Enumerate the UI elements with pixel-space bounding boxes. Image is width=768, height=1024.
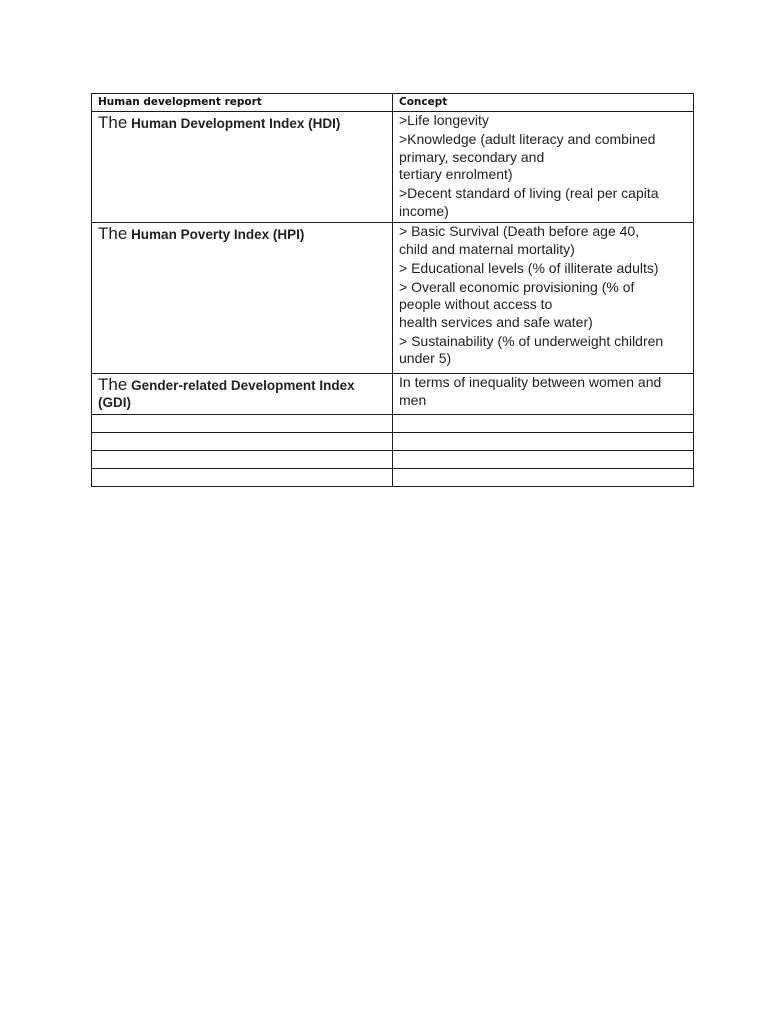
index-name: Human Poverty Index (HPI) xyxy=(131,227,305,242)
concept-line: health services and safe water) xyxy=(399,313,593,330)
concept-line: >Life longevity xyxy=(399,112,489,128)
concept-cell xyxy=(393,223,694,374)
empty-cell xyxy=(393,415,694,433)
concept-line: >Decent standard of living (real per capita xyxy=(399,185,659,201)
concept-line: child and maternal mortality) xyxy=(399,240,575,257)
concept-table xyxy=(91,93,694,487)
table-row xyxy=(92,112,694,223)
concept-line: income) xyxy=(399,202,449,219)
concept-line: > Basic Survival (Death before age 40, xyxy=(399,223,640,239)
index-prefix: The xyxy=(98,113,128,132)
empty-table-row xyxy=(92,451,694,469)
concept-line: > Educational levels (% of illiterate adults) xyxy=(399,259,659,276)
empty-cell xyxy=(393,469,694,487)
empty-table-row xyxy=(92,415,694,433)
empty-table-row xyxy=(92,469,694,487)
empty-cell xyxy=(92,415,393,433)
header-concept: Concept xyxy=(393,94,694,112)
concept-line: >Knowledge (adult literacy and combined xyxy=(399,131,656,147)
concept-cell xyxy=(393,374,694,415)
empty-cell xyxy=(92,433,393,451)
concept-line: primary, secondary and xyxy=(399,148,545,165)
index-cell xyxy=(92,112,393,223)
concept-line: under 5) xyxy=(399,350,452,366)
concept-line: > Overall economic provisioning (% of xyxy=(399,278,635,295)
index-name: Gender-related Development Index (GDI) xyxy=(98,378,355,410)
table-header-row xyxy=(92,94,694,112)
table-row xyxy=(92,223,694,374)
concept-line: men xyxy=(399,391,427,408)
concept-cell xyxy=(393,112,694,223)
table-row xyxy=(92,374,694,415)
concept-line: > Sustainability (% of underweight children xyxy=(399,332,664,349)
index-name: Human Development Index (HDI) xyxy=(131,116,341,131)
index-cell xyxy=(92,374,393,415)
empty-cell xyxy=(393,433,694,451)
concept-line: In terms of inequality between women and xyxy=(399,374,662,390)
index-prefix: The xyxy=(98,224,128,243)
concept-line: tertiary enrolment) xyxy=(399,166,513,182)
header-human-development-report: Human development report xyxy=(92,94,393,112)
empty-cell xyxy=(92,451,393,469)
index-cell xyxy=(92,223,393,374)
concept-line: people without access to xyxy=(399,296,553,312)
empty-cell xyxy=(393,451,694,469)
empty-table-row xyxy=(92,433,694,451)
empty-cell xyxy=(92,469,393,487)
index-prefix: The xyxy=(98,375,128,394)
